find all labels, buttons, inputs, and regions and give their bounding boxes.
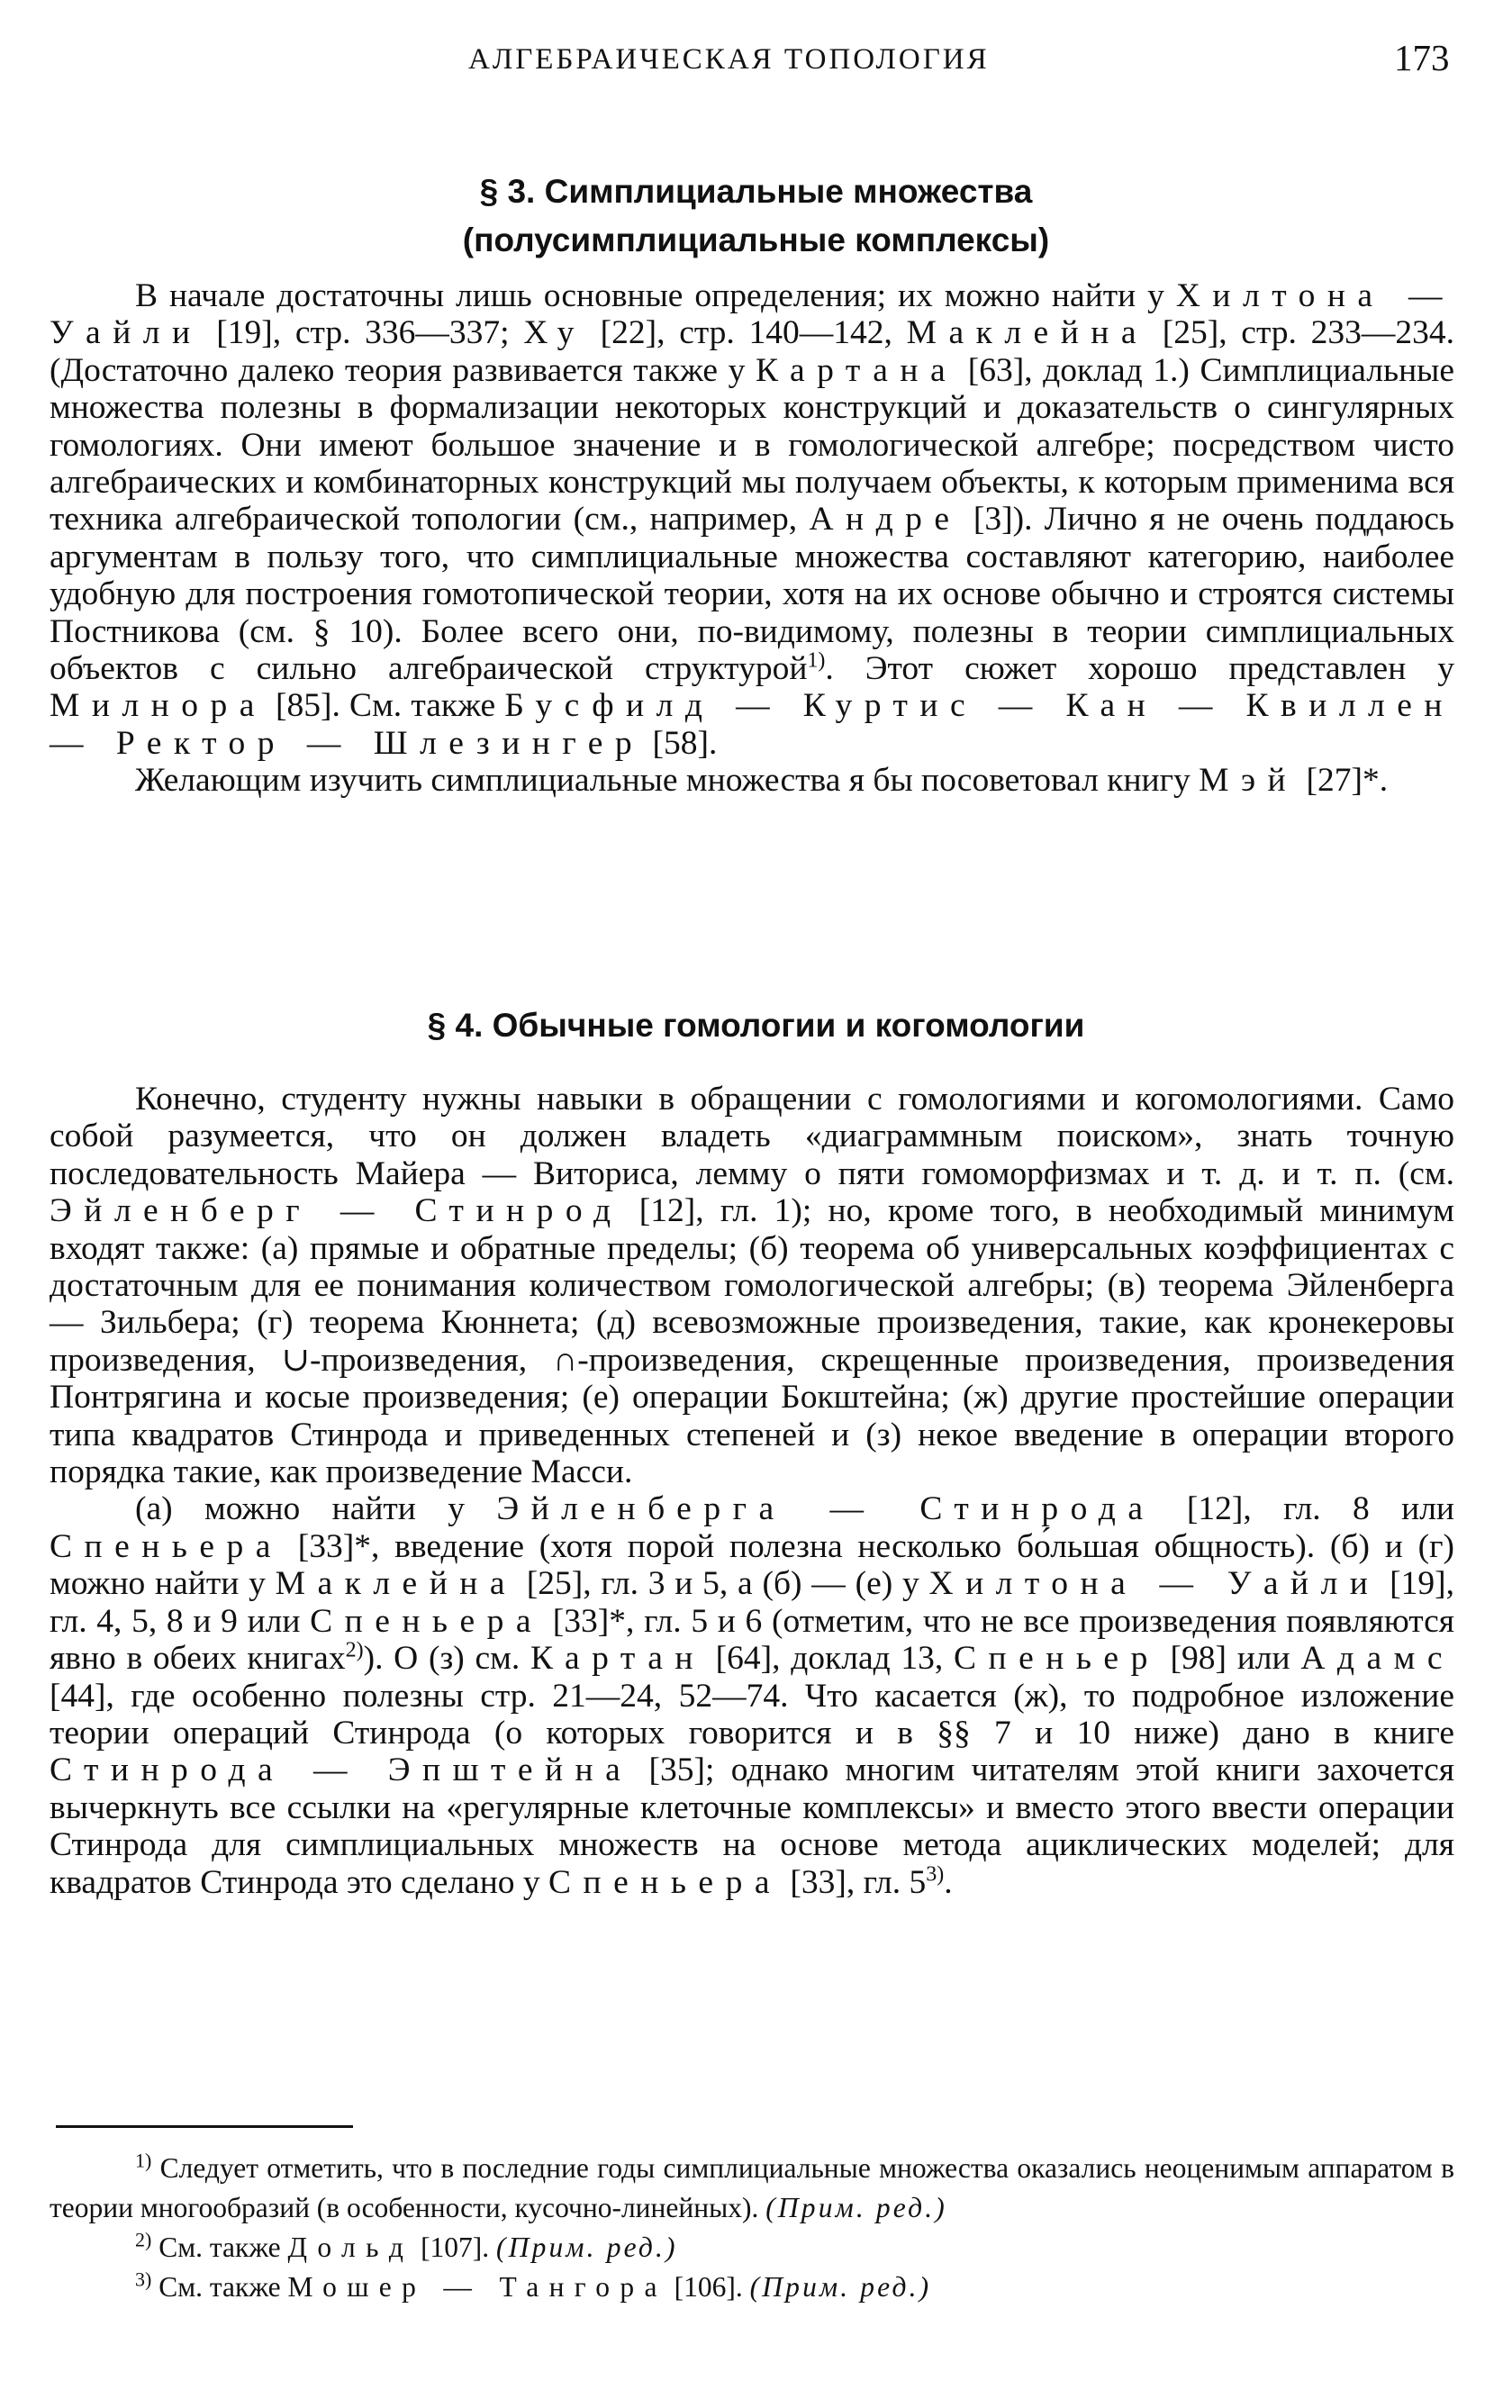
section-4-body: [50, 1081, 1454, 1901]
footnote-ref: 2): [345, 1638, 364, 1662]
running-title: АЛГЕБРАИЧЕСКАЯ ТОПОЛОГИЯ: [468, 43, 990, 76]
author-name: Картан: [530, 1640, 705, 1678]
paragraph: В начале достаточны лишь основные определения; их можно найти у Хилтона — Уайли [19], стр. 336—337; Ху [22], стр. 140—142, Маклейна [25], стр. 233—234. (Достаточно далеко теория развивается также у Картана [63], доклад 1.) Симплициальные множества полезны в формализации некоторых конструкций и доказательств о сингулярных гомологиях. Они имеют большое значение и в гомологической алгебре; посредством чисто алгебраических и комбинаторных конструкций мы получаем объекты, к которым применима вся техника алгебраической топологии (см., например, Андре [3]). Лично я не очень поддаюсь аргументам в пользу того, что симплициальные множества составляют категорию, наиболее удобную для построения гомотопической теории, хотя на их основе обычно и строятся системы Постникова (см. § 10). Более всего они, по-видимому, полезны в теории симплициальных объектов с сильно алгебраической структурой$^{1)}$. Этот сюжет хорошо представлен у Милнора [85]. См. также Бусфилд — Куртис — Кан — Квиллен — Ректор — Шлезингер [58].: [50, 277, 1455, 762]
footnote-1: $^{1)}$ Следует отметить, что в последние годы симплициальные множества оказались неоценимым аппаратом в теории многообразий (в особенности, кусочно-линейных). (Прим. ред.): [50, 2149, 1454, 2223]
author-name: Милнора: [50, 687, 267, 725]
section-3-title: § 3. Симплициальные множества: [479, 173, 1033, 210]
author-name: Дольд: [287, 2231, 414, 2263]
author-name: Эйленберга — Стинрода: [496, 1490, 1155, 1528]
author-name: Адамс: [1300, 1640, 1455, 1678]
paragraph: Конечно, студенту нужны навыки в обращении с гомологиями и когомологиями. Само собой разумеется, что он должен владеть «диаграммным поиском», знать точную последовательность Майера — Виториса, лемму о пяти гомоморфизмах и т. д. и т. п. (см. Эйленберг — Стинрод [12], гл. 1); но, кроме того, в необходимый минимум входят также: (а) прямые и обратные пределы; (б) теорема об универсальных коэффициентах с достаточным для ее понимания количеством гомологической алгебры; (в) теорема Эйленберга — Зильбера; (г) теорема Кюннета; (д) всевозможные произведения, такие, как кронекеровы произведения, ∪-произведения, ∩-произведения, скрещенные произведения, произведения Понтрягина и косые произведения; (е) операции Бокштейна; (ж) другие простейшие операции типа квадратов Стинрода и приведенных степеней и (з) некое введение в операции второго порядка такие, как произведение Масси.: [50, 1081, 1455, 1491]
author-name: Спеньера: [548, 1863, 782, 1901]
footnotes: [50, 2149, 1454, 2307]
author-name: Маклейна: [906, 314, 1148, 352]
section-3-subtitle: (полусимплициальные комплексы): [462, 222, 1050, 258]
section-4-title: § 4. Обычные гомологии и когомологии: [427, 1007, 1085, 1044]
paragraph: Желающим изучить симплициальные множества я бы посоветовал книгу Мэй [27]*.: [135, 762, 1389, 800]
author-name: Андре: [809, 501, 962, 539]
author-name: Эйленберг — Стинрод: [50, 1192, 623, 1230]
author-name: Ху: [523, 314, 586, 352]
author-name: Спеньера: [50, 1527, 283, 1565]
author-name: Хилтона — Уайли: [928, 1565, 1381, 1603]
footnote-ref: 3): [926, 1862, 945, 1887]
paragraph: (а) можно найти у Эйленберга — Стинрода [12], гл. 8 или Спеньера [33]*, введение (хотя порой полезна несколько бо́льшая общность). (б) и (г) можно найти у Маклейна [25], гл. 3 и 5, а (б) — (е) у Хилтона — Уайли [19], гл. 4, 5, 8 и 9 или Спеньера [33]*, гл. 5 и 6 (отметим, что не все произведения появляются явно в обеих книгах$^{2)}$). О (з) см. Картан [64], доклад 13, Спеньер [98] или Адамс [44], где особенно полезны стр. 21—24, 52—74. Что касается (ж), то подробное изложение теории операций Стинрода (о которых говорится и в §§ 7 и 10 ниже) дано в книге Стинрода — Эпштейна [35]; однако многим читателям этой книги захочется вычеркнуть все ссылки на «регулярные клеточные комплексы» и вместо этого ввести операции Стинрода для симплициальных множеств на основе метода ациклических моделей; для квадратов Стинрода это сделано у Спеньера [33], гл. 5$^{3)}$.: [50, 1490, 1455, 1901]
author-name: Картана: [755, 351, 958, 389]
author-name: Мэй: [1199, 762, 1299, 800]
author-name: Бусфилд — Куртис — Кан — Квиллен — Ректор — Шлезингер: [50, 687, 1454, 762]
author-name: Стинрода — Эпштейна: [50, 1752, 633, 1789]
page-number: 173: [1394, 37, 1450, 78]
footnote-3: $^{3)}$ См. также Мошер — Тангора [106]. (Прим. ред.): [135, 2268, 932, 2303]
section-4-heading: [0, 1001, 1512, 1050]
footnote-2: $^{2)}$ См. также Дольд [107]. (Прим. ред.): [135, 2228, 678, 2263]
author-name: Мошер — Тангора: [287, 2271, 667, 2303]
footnote-ref: 1): [807, 648, 826, 673]
author-name: Спеньер: [954, 1640, 1160, 1678]
author-name: Спеньера: [310, 1602, 544, 1640]
author-name: Хилтона — Уайли: [50, 277, 1454, 352]
section-3-heading: [0, 167, 1512, 265]
footnote-divider: [56, 2125, 353, 2128]
section-3-body: [50, 277, 1454, 800]
author-name: Маклейна: [275, 1565, 517, 1603]
